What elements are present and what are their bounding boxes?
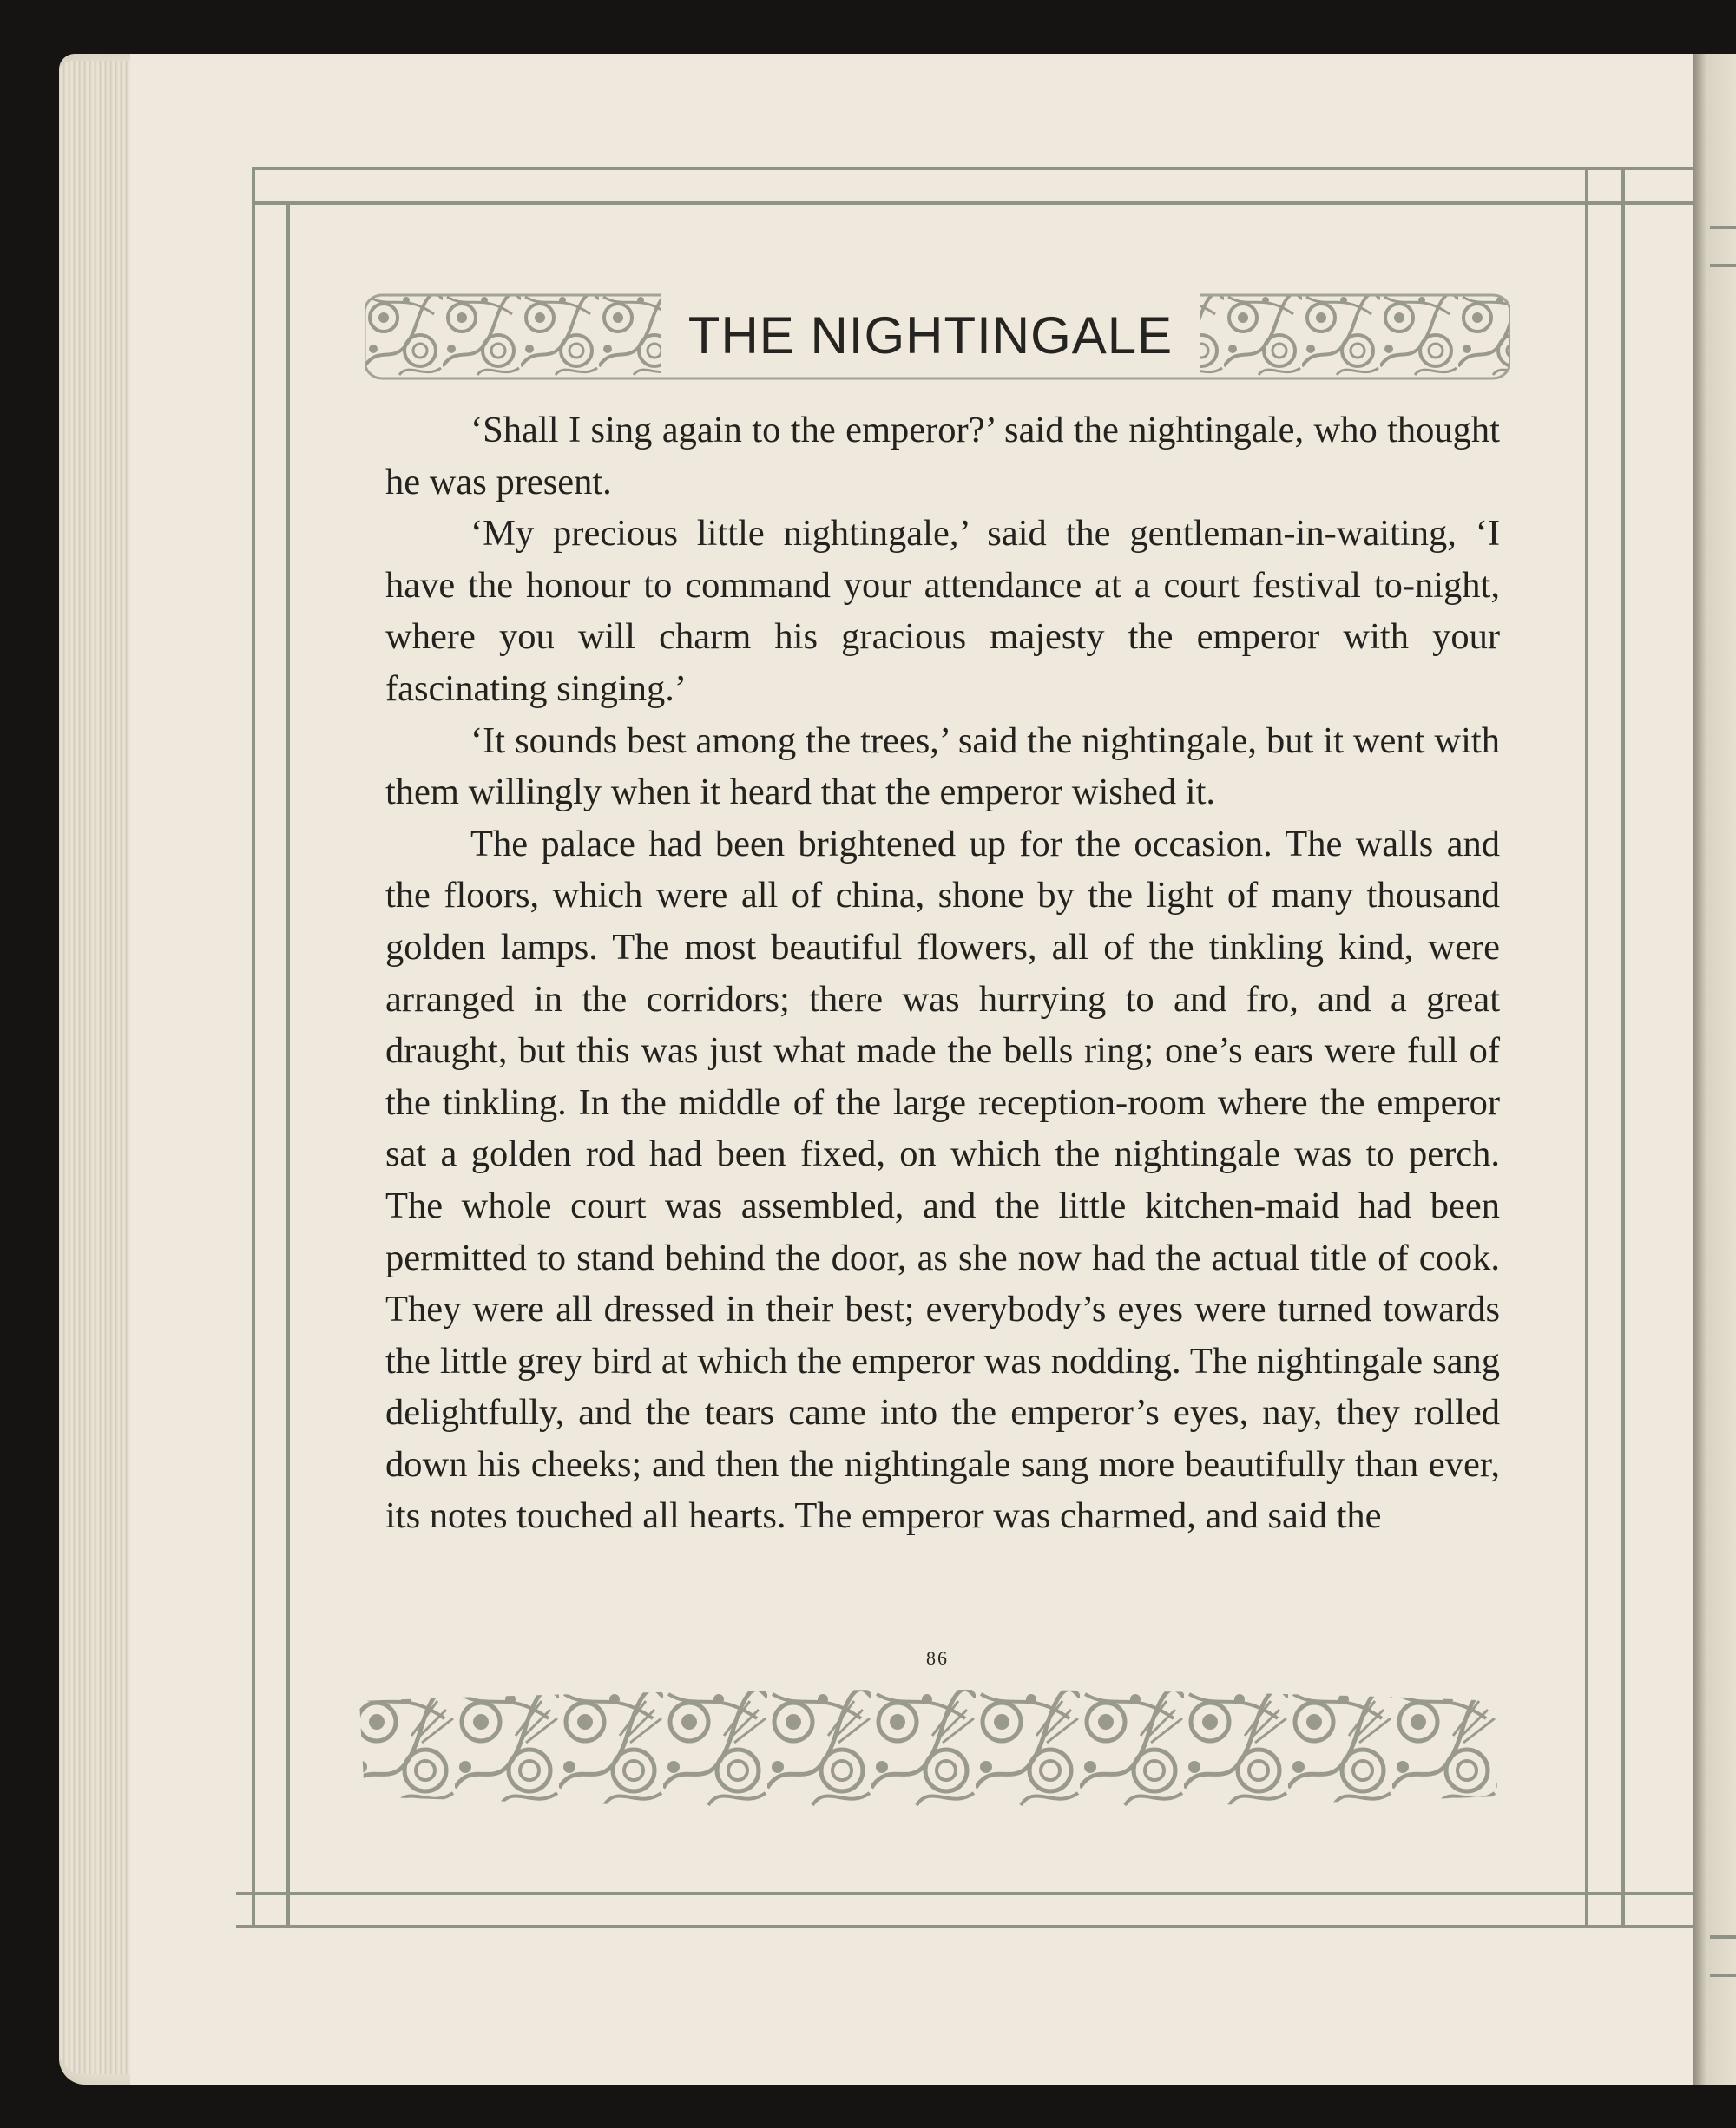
paragraph: The palace had been brightened up for the occasion. The walls and the floors, which were all of china, shone by the light of many thousand golden lamps. The most beautiful flowers, all of the tinkling kind, were arranged in the corridors; there was hurrying to and fro, and a great draught, but this was just what made the bells ring; one’s ears were full of the tinkling. In the middle of the large reception-room where the emperor sat a golden rod had been fixed, on which the nightingale was to perch. The whole court was assembled, and the little kitchen-maid had been permitted to stand behind the door, as she now had the actual title of cook. They were all dressed in their best; everybody’s eyes were turned towards the little grey bird at which the emperor was nodding. The nightingale sang delightfully, and the tears came into the emperor’s eyes, nay, they rolled down his cheeks; and then the nightingale sang more beautifully than ever, its notes touched all hearts. The emperor was charmed, and said the: [385, 823, 1500, 1537]
paragraph: ‘My precious little nightingale,’ said the gentleman-in-waiting, ‘I have the honour to command your attendance at a court festival to-night, where you will charm his gracious majesty the emperor with your fascinating singing.’: [385, 513, 1500, 709]
body-text: [385, 404, 1500, 1542]
paragraph: ‘Shall I sing again to the emperor?’ said the nightingale, who thought he was present.: [385, 410, 1500, 502]
paragraph: ‘It sounds best among the trees,’ said the nightingale, but it went with them willingly when it heard that the emperor wished it.: [385, 719, 1500, 813]
header-title-panel: [661, 293, 1200, 377]
page-number: 86: [926, 1647, 949, 1669]
facing-page-edge: [1693, 54, 1736, 2085]
footer-ornament: [351, 1684, 1510, 1814]
page-title: THE NIGHTINGALE: [687, 305, 1174, 365]
